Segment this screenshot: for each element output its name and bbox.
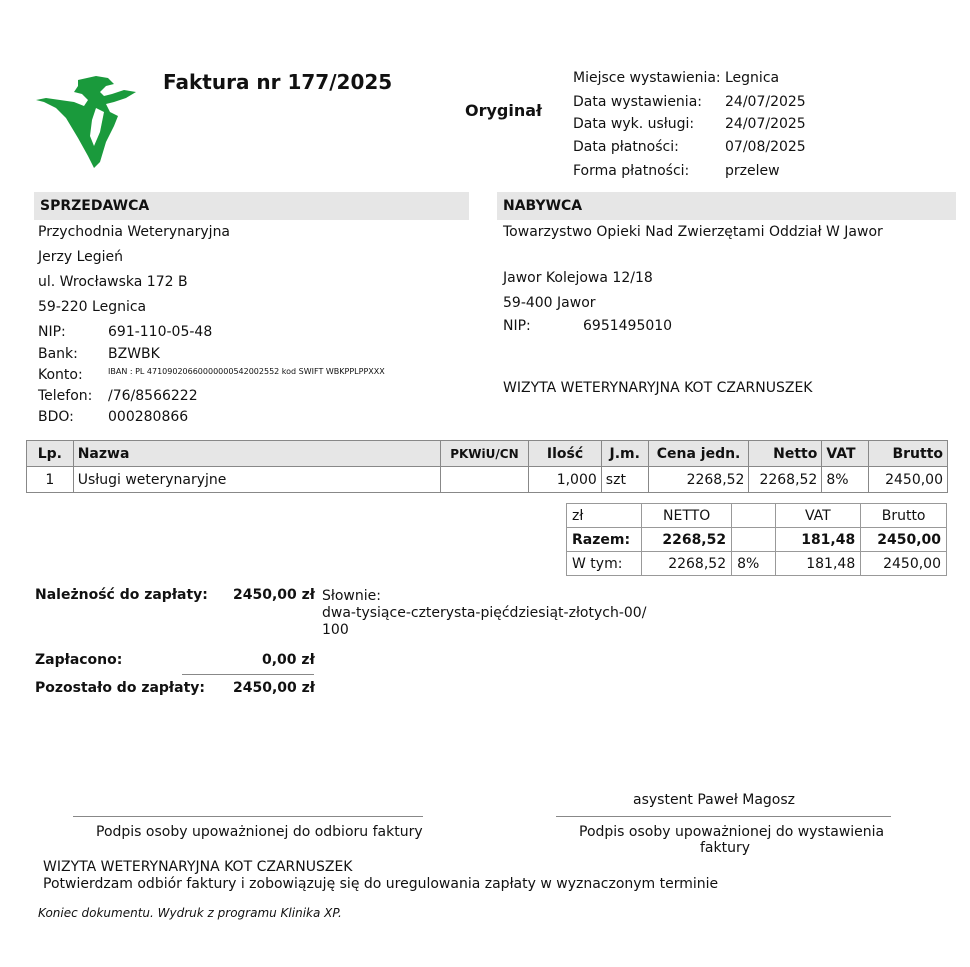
summary-total-label: Razem: <box>567 528 642 552</box>
col-unit: J.m. <box>601 441 648 467</box>
paid-underline <box>182 674 314 675</box>
cell-name: Usługi weterynaryjne <box>73 467 440 493</box>
seller-phone-label: Telefon: <box>38 388 93 404</box>
meta-label: Data wystawienia: <box>573 94 702 110</box>
issuer-caption-line1: Podpis osoby upoważnionej do wystawienia <box>579 824 885 840</box>
seller-nip-label: NIP: <box>38 324 66 340</box>
meta-label: Forma płatności: <box>573 163 690 179</box>
buyer-note: WIZYTA WETERYNARYJNA KOT CZARNUSZEK <box>503 380 813 396</box>
cell-price: 2268,52 <box>648 467 749 493</box>
due-label: Należność do zapłaty: <box>35 587 208 603</box>
issuer-signature-line <box>556 816 891 817</box>
summary-total-vat: 181,48 <box>775 528 861 552</box>
footer-end: Koniec dokumentu. Wydruk z programu Klinika XP. <box>38 906 342 920</box>
footer-note: WIZYTA WETERYNARYJNA KOT CZARNUSZEK <box>43 859 353 875</box>
buyer-heading: NABYWCA <box>497 192 956 220</box>
meta-value: 24/07/2025 <box>725 116 806 132</box>
summary-incl-net: 2268,52 <box>642 552 732 576</box>
summary-incl-gross: 2450,00 <box>861 552 947 576</box>
summary-total-row <box>567 528 947 552</box>
col-qty: Ilość <box>529 441 602 467</box>
summary-currency: zł <box>567 504 642 528</box>
col-pkwiu: PKWiU/CN <box>440 441 529 467</box>
receiver-caption: Podpis osoby upoważnionej do odbioru faktury <box>96 824 423 840</box>
summary-incl-rate: 8% <box>732 552 775 576</box>
seller-phone: /76/8566222 <box>108 388 198 404</box>
seller-bank: BZWBK <box>108 346 160 362</box>
cell-qty: 1,000 <box>529 467 602 493</box>
seller-bank-label: Bank: <box>38 346 78 362</box>
col-lp: Lp. <box>27 441 74 467</box>
items-table <box>26 440 948 493</box>
summary-total-gross: 2450,00 <box>861 528 947 552</box>
seller-street: ul. Wrocławska 172 B <box>38 274 188 290</box>
seller-name: Przychodnia Weterynaryjna <box>38 224 231 240</box>
meta-value: 07/08/2025 <box>725 139 806 155</box>
col-gross: Brutto <box>869 441 948 467</box>
clinic-logo <box>34 72 140 172</box>
buyer-street: Jawor Kolejowa 12/18 <box>503 270 653 286</box>
receiver-signature-line <box>73 816 423 817</box>
meta-label: Data płatności: <box>573 139 679 155</box>
meta-value: 24/07/2025 <box>725 94 806 110</box>
summary-header-row <box>567 504 947 528</box>
seller-account-label: Konto: <box>38 367 83 383</box>
meta-value: Legnica <box>725 70 780 86</box>
summary-net-label: NETTO <box>642 504 732 528</box>
buyer-name: Towarzystwo Opieki Nad Zwierzętami Oddział W Jawor <box>503 224 883 240</box>
table-row <box>27 467 948 493</box>
col-net: Netto <box>749 441 822 467</box>
buyer-nip: 6951495010 <box>583 318 673 334</box>
cell-vat: 8% <box>822 467 869 493</box>
seller-heading: SPRZEDAWCA <box>34 192 469 220</box>
words-line1: dwa-tysiące-czterysta-pięćdziesiąt-złotych-00/ <box>322 605 647 621</box>
cell-net: 2268,52 <box>749 467 822 493</box>
footer-confirm: Potwierdzam odbiór faktury i zobowiązuję się do uregulowania zapłaty w wyznaczonym terminie <box>43 876 719 892</box>
seller-account: IBAN : PL 47109020660000000542002552 kod SWIFT WBKPPLPPXXX <box>108 367 385 376</box>
issuer-name: asystent Paweł Magosz <box>633 792 796 808</box>
seller-nip: 691-110-05-48 <box>108 324 213 340</box>
summary-incl-vat: 181,48 <box>775 552 861 576</box>
buyer-city: 59-400 Jawor <box>503 295 596 311</box>
remaining-label: Pozostało do zapłaty: <box>35 680 205 696</box>
words-label: Słownie: <box>322 588 381 604</box>
summary-incl-row <box>567 552 947 576</box>
summary-gross-label: Brutto <box>861 504 947 528</box>
meta-value: przelew <box>725 163 780 179</box>
issuer-caption-line2: faktury <box>700 840 751 856</box>
paid-value: 0,00 zł <box>262 652 315 668</box>
original-label: Oryginał <box>465 101 542 120</box>
summary-table <box>566 503 947 576</box>
invoice-title: Faktura nr 177/2025 <box>163 70 393 94</box>
words-line2: 100 <box>322 622 349 638</box>
remaining-value: 2450,00 zł <box>233 680 315 696</box>
summary-incl-label: W tym: <box>567 552 642 576</box>
cell-lp: 1 <box>27 467 74 493</box>
col-vat: VAT <box>822 441 869 467</box>
cell-unit: szt <box>601 467 648 493</box>
col-price: Cena jedn. <box>648 441 749 467</box>
seller-bdo-label: BDO: <box>38 409 74 425</box>
meta-label: Miejsce wystawienia: <box>573 70 721 86</box>
summary-vat-label: VAT <box>775 504 861 528</box>
col-name: Nazwa <box>73 441 440 467</box>
buyer-nip-label: NIP: <box>503 318 531 334</box>
seller-bdo: 000280866 <box>108 409 189 425</box>
seller-city: 59-220 Legnica <box>38 299 147 315</box>
due-value: 2450,00 zł <box>233 587 315 603</box>
cell-pkwiu <box>440 467 529 493</box>
paid-label: Zapłacono: <box>35 652 123 668</box>
summary-empty <box>732 528 775 552</box>
cell-gross: 2450,00 <box>869 467 948 493</box>
items-header-row <box>27 441 948 467</box>
seller-person: Jerzy Legień <box>38 249 124 265</box>
summary-empty <box>732 504 775 528</box>
summary-total-net: 2268,52 <box>642 528 732 552</box>
logo-bird-icon <box>34 72 140 172</box>
meta-label: Data wyk. usługi: <box>573 116 695 132</box>
